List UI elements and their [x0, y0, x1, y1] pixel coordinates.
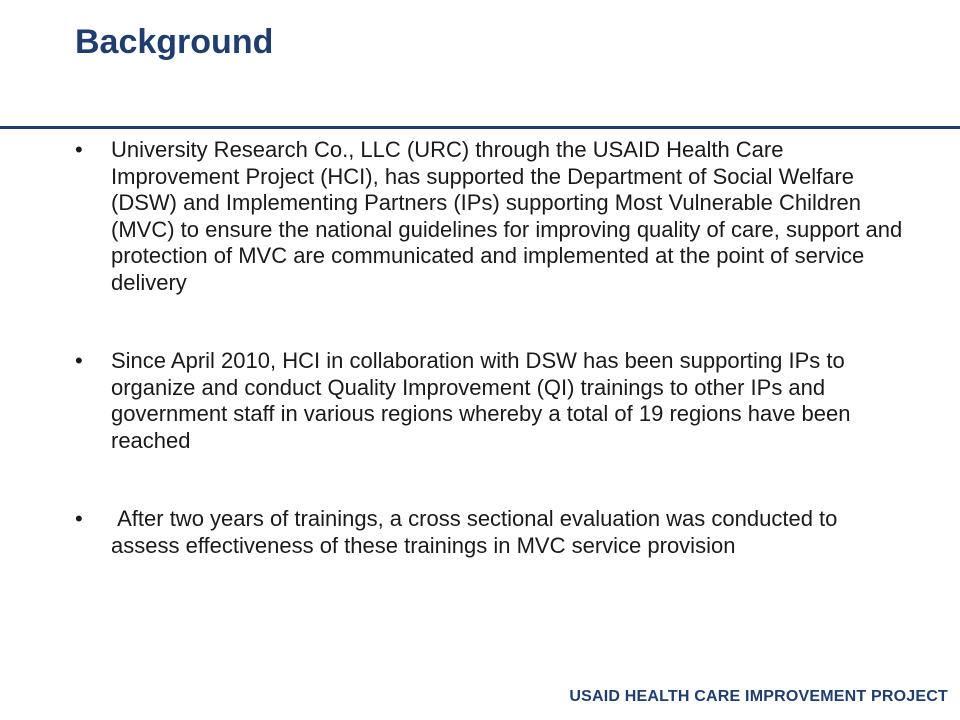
footer-project-name: USAID HEALTH CARE IMPROVEMENT PROJECT [569, 688, 948, 705]
bullet-icon: • [75, 506, 83, 531]
bullet-item [75, 348, 905, 454]
bullet-icon: • [75, 137, 83, 162]
bullet-item [75, 137, 905, 296]
slide-title: Background [75, 23, 274, 61]
title-divider [0, 126, 960, 129]
bullet-icon: • [75, 348, 83, 373]
bullet-text: Since April 2010, HCI in collaboration with DSW has been supporting IPs to organize and conduct Quality Improvement (QI) trainings to other IPs and government staff in various regions whereby a total of 19 regions have been reached [111, 348, 851, 453]
bullet-list [75, 137, 905, 559]
bullet-text: University Research Co., LLC (URC) through the USAID Health Care Improvement Project (HCI), has supported the Department of Social Welfare (DSW) and Implementing Partners (IPs) supporting Most Vulnerable Children (MVC) to ensure the national guidelines for improving quality of care, support and protection of MVC are communicated and implemented at the point of service delivery [111, 137, 903, 295]
bullet-item [75, 506, 905, 559]
bullet-text: After two years of trainings, a cross sectional evaluation was conducted to assess effectiveness of these trainings in MVC service provision [111, 506, 844, 558]
